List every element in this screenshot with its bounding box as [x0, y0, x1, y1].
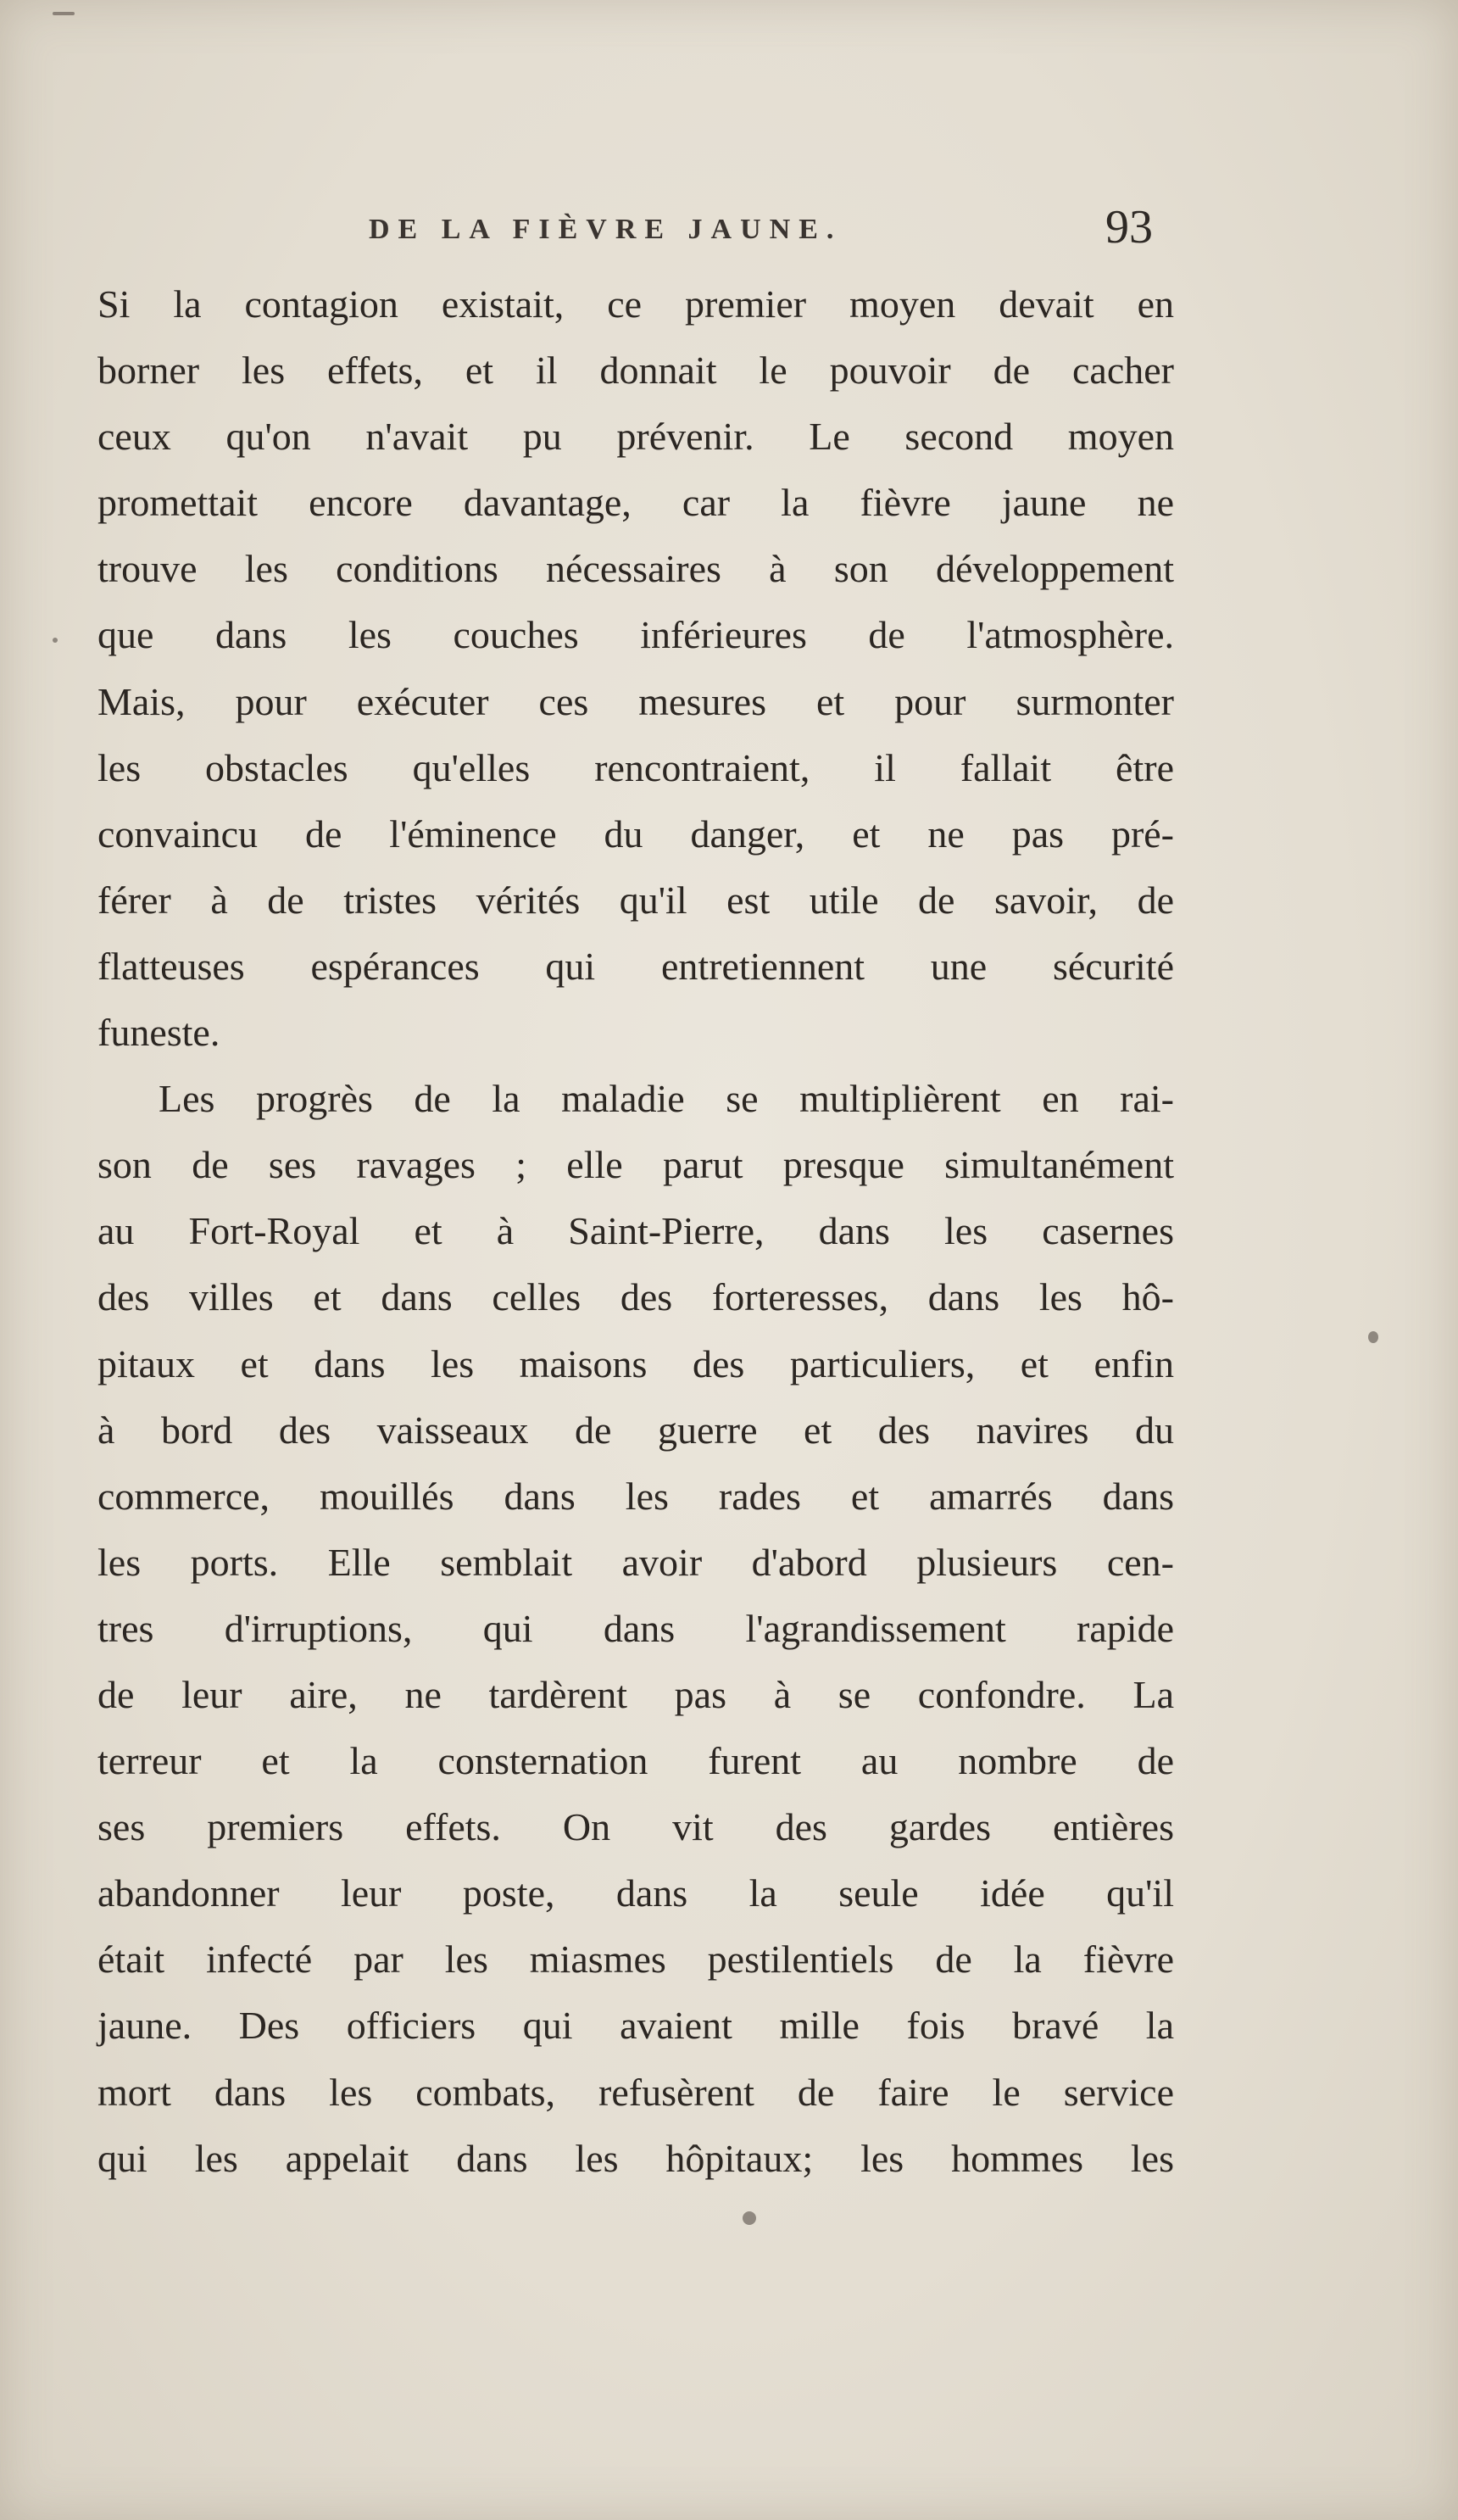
ink-spot: [1368, 1331, 1378, 1343]
text-line: pitaux et dans les maisons des particuliers, et enfin: [97, 1341, 1174, 1385]
running-head: DE LA FIÈVRE JAUNE.: [369, 214, 843, 245]
paragraph-1: [97, 271, 1174, 1066]
text-line: au Fort-Royal et à Saint-Pierre, dans les casernes: [97, 1209, 1174, 1253]
text-line: son de ses ravages ; elle parut presque simultanément: [97, 1143, 1174, 1187]
text-line: convaincu de l'éminence du danger, et ne pas pré-: [97, 811, 1174, 856]
paragraph-2: [97, 1066, 1174, 2192]
text-line: qui les appelait dans les hôpitaux; les hommes les: [97, 2136, 1174, 2180]
text-line: que dans les couches inférieures de l'atmosphère.: [97, 613, 1174, 657]
text-line: mort dans les combats, refusèrent de faire le service: [97, 2070, 1174, 2114]
text-line: Les progrès de la maladie se multiplièrent en rai-: [159, 1077, 1174, 1121]
text-line: promettait encore davantage, car la fièvre jaune ne: [97, 481, 1174, 525]
ink-spot: [53, 638, 58, 643]
ink-spot: [53, 12, 75, 15]
text-line: borner les effets, et il donnait le pouvoir de cacher: [97, 348, 1174, 393]
text-line: ses premiers effets. On vit des gardes entières: [97, 1805, 1174, 1849]
text-line: tres d'irruptions, qui dans l'agrandissement rapide: [97, 1606, 1174, 1650]
text-line: les ports. Elle semblait avoir d'abord plusieurs cen-: [97, 1540, 1174, 1584]
text-line: ceux qu'on n'avait pu prévenir. Le second moyen: [97, 415, 1174, 459]
text-line: de leur aire, ne tardèrent pas à se confondre. La: [97, 1672, 1174, 1716]
text-line: flatteuses espérances qui entretiennent une sécurité: [97, 944, 1174, 988]
text-line: férer à de tristes vérités qu'il est utile de savoir, de: [97, 878, 1174, 922]
text-line: trouve les conditions nécessaires à son développement: [97, 547, 1174, 591]
text-line: Mais, pour exécuter ces mesures et pour surmonter: [97, 679, 1174, 723]
text-line: les obstacles qu'elles rencontraient, il fallait être: [97, 745, 1174, 789]
page-number: 93: [1105, 201, 1153, 254]
text-line: funeste.: [97, 1011, 220, 1055]
text-line: abandonner leur poste, dans la seule idée qu'il: [97, 1871, 1174, 1915]
body-text: [97, 271, 1174, 2192]
text-line: des villes et dans celles des forteresses, dans les hô-: [97, 1275, 1174, 1319]
text-line: à bord des vaisseaux de guerre et des navires du: [97, 1408, 1174, 1452]
page-header: [97, 200, 1153, 259]
text-line: terreur et la consternation furent au nombre de: [97, 1739, 1174, 1783]
text-line: Si la contagion existait, ce premier moyen devait en: [97, 282, 1174, 326]
ink-spot: [743, 2211, 756, 2225]
text-line: commerce, mouillés dans les rades et amarrés dans: [97, 1474, 1174, 1518]
text-line: était infecté par les miasmes pestilentiels de la fièvre: [97, 1937, 1174, 1982]
text-line: jaune. Des officiers qui avaient mille fois bravé la: [97, 2004, 1174, 2048]
